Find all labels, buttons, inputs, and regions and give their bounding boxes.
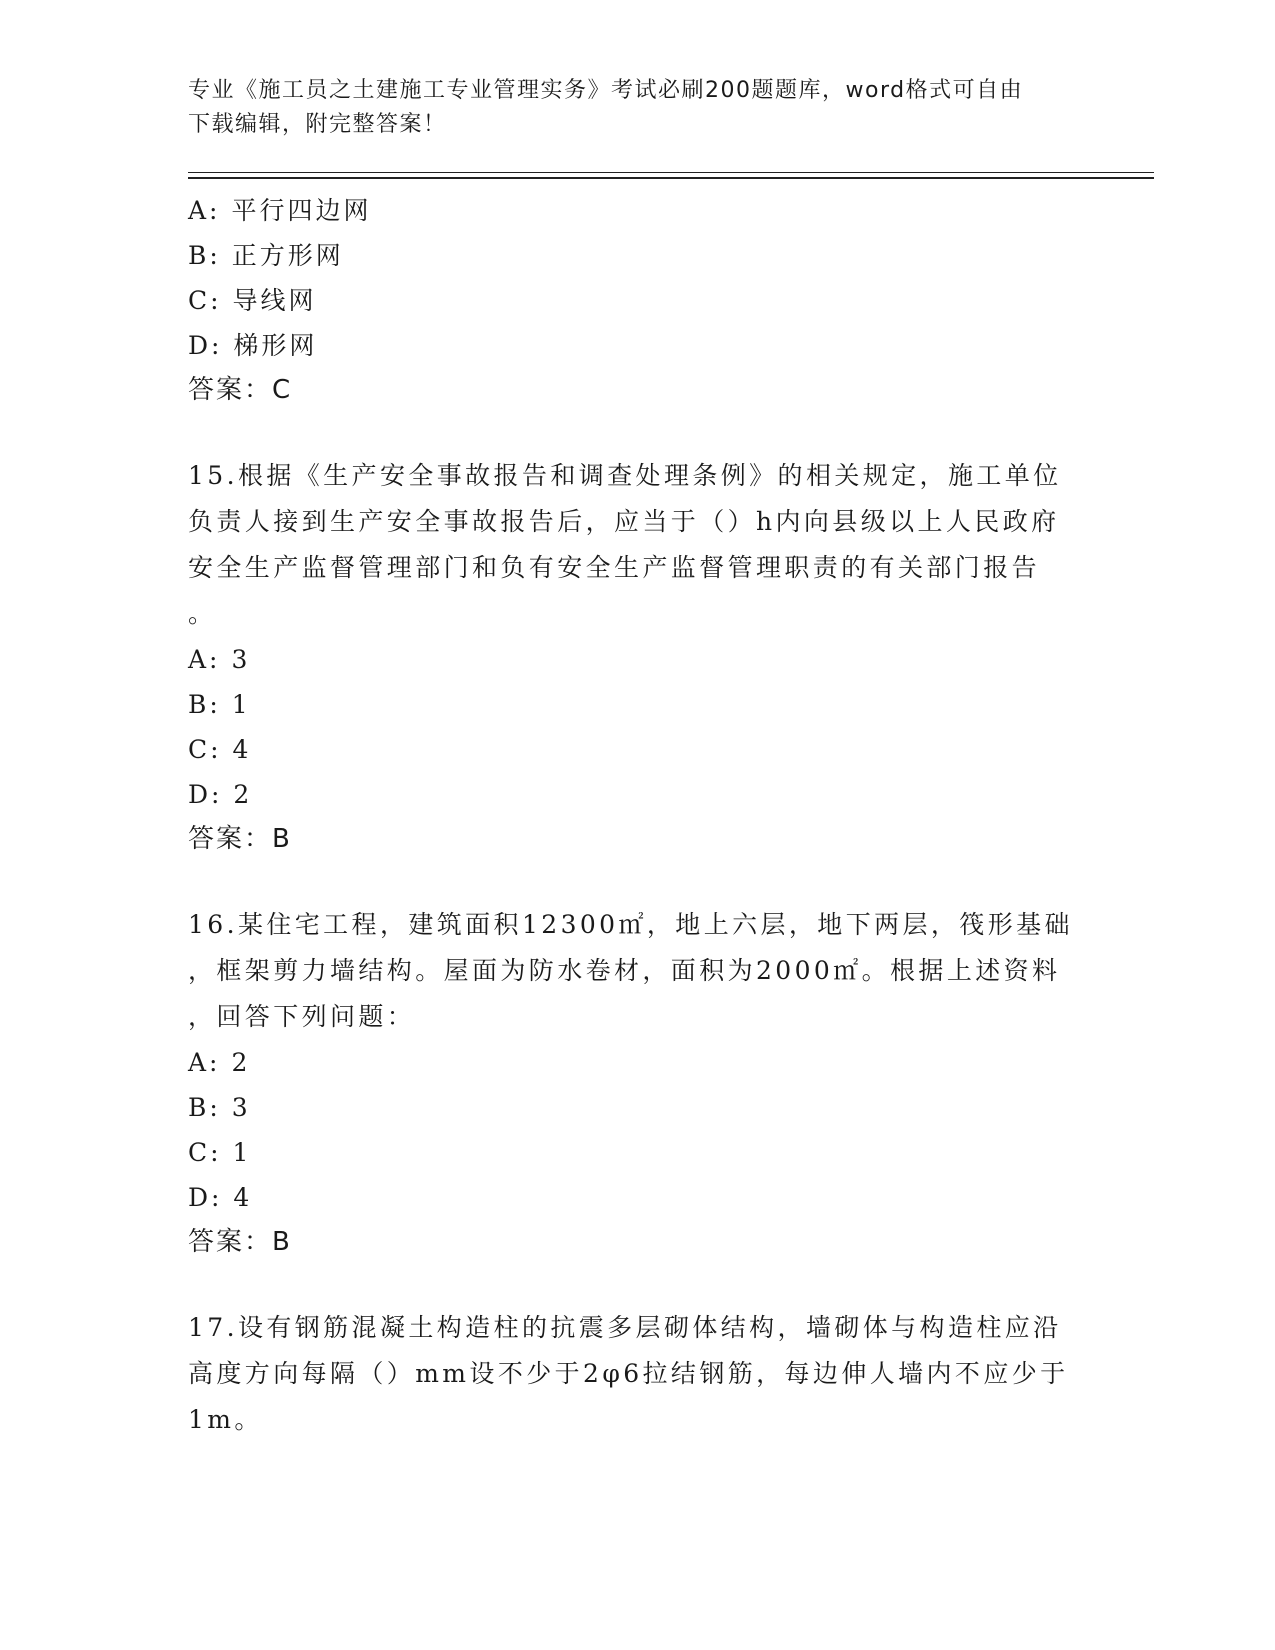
document-header: [188, 74, 1068, 142]
question-stem: 16.某住宅工程，建筑面积12300㎡，地上六层，地下两层，筏形基础 ，框架剪力墙结构。屋面为防水卷材，面积为2000㎡。根据上述资料 ，回答下列问题：: [188, 910, 1073, 1031]
question-16: [188, 902, 1088, 1265]
question-17: [188, 1305, 1088, 1443]
option-c: C: 导线网: [188, 286, 317, 315]
answer-line: 答案：B: [188, 824, 292, 854]
option-a: A: 3: [188, 645, 251, 674]
option-a: A: 2: [188, 1048, 251, 1077]
option-a: A: 平行四边网: [188, 196, 372, 225]
option-b: B: 3: [188, 1093, 251, 1122]
answer-line: 答案：B: [188, 1227, 292, 1257]
header-line-1: 专业《施工员之土建施工专业管理实务》考试必刷200题题库，word格式可自由: [188, 78, 1024, 103]
question-stem: 15.根据《生产安全事故报告和调查处理条例》的相关规定，施工单位 负责人接到生产安全事故报告后，应当于（）h内向县级以上人民政府 安全生产监督管理部门和负有安全生产监督管理职责的有关部门报告 。: [188, 461, 1062, 628]
header-rule-top: [188, 172, 1154, 173]
option-b: B: 正方形网: [188, 241, 344, 270]
question-stem: 17.设有钢筋混凝土构造柱的抗震多层砌体结构，墙砌体与构造柱应沿 高度方向每隔（）mm设不少于2φ6拉结钢筋，每边伸人墙内不应少于 1m。: [188, 1313, 1069, 1434]
question-15: [188, 453, 1088, 862]
answer-line: 答案：C: [188, 375, 293, 405]
prev-question: [188, 188, 1088, 413]
option-c: C: 4: [188, 735, 252, 764]
header-rule-bottom: [188, 177, 1154, 179]
option-d: D: 4: [188, 1183, 253, 1212]
option-d: D: 梯形网: [188, 331, 318, 360]
option-d: D: 2: [188, 780, 253, 809]
option-b: B: 1: [188, 690, 251, 719]
header-line-2: 下载编辑，附完整答案！: [188, 112, 447, 137]
document-body: [188, 188, 1088, 1443]
option-c: C: 1: [188, 1138, 252, 1167]
